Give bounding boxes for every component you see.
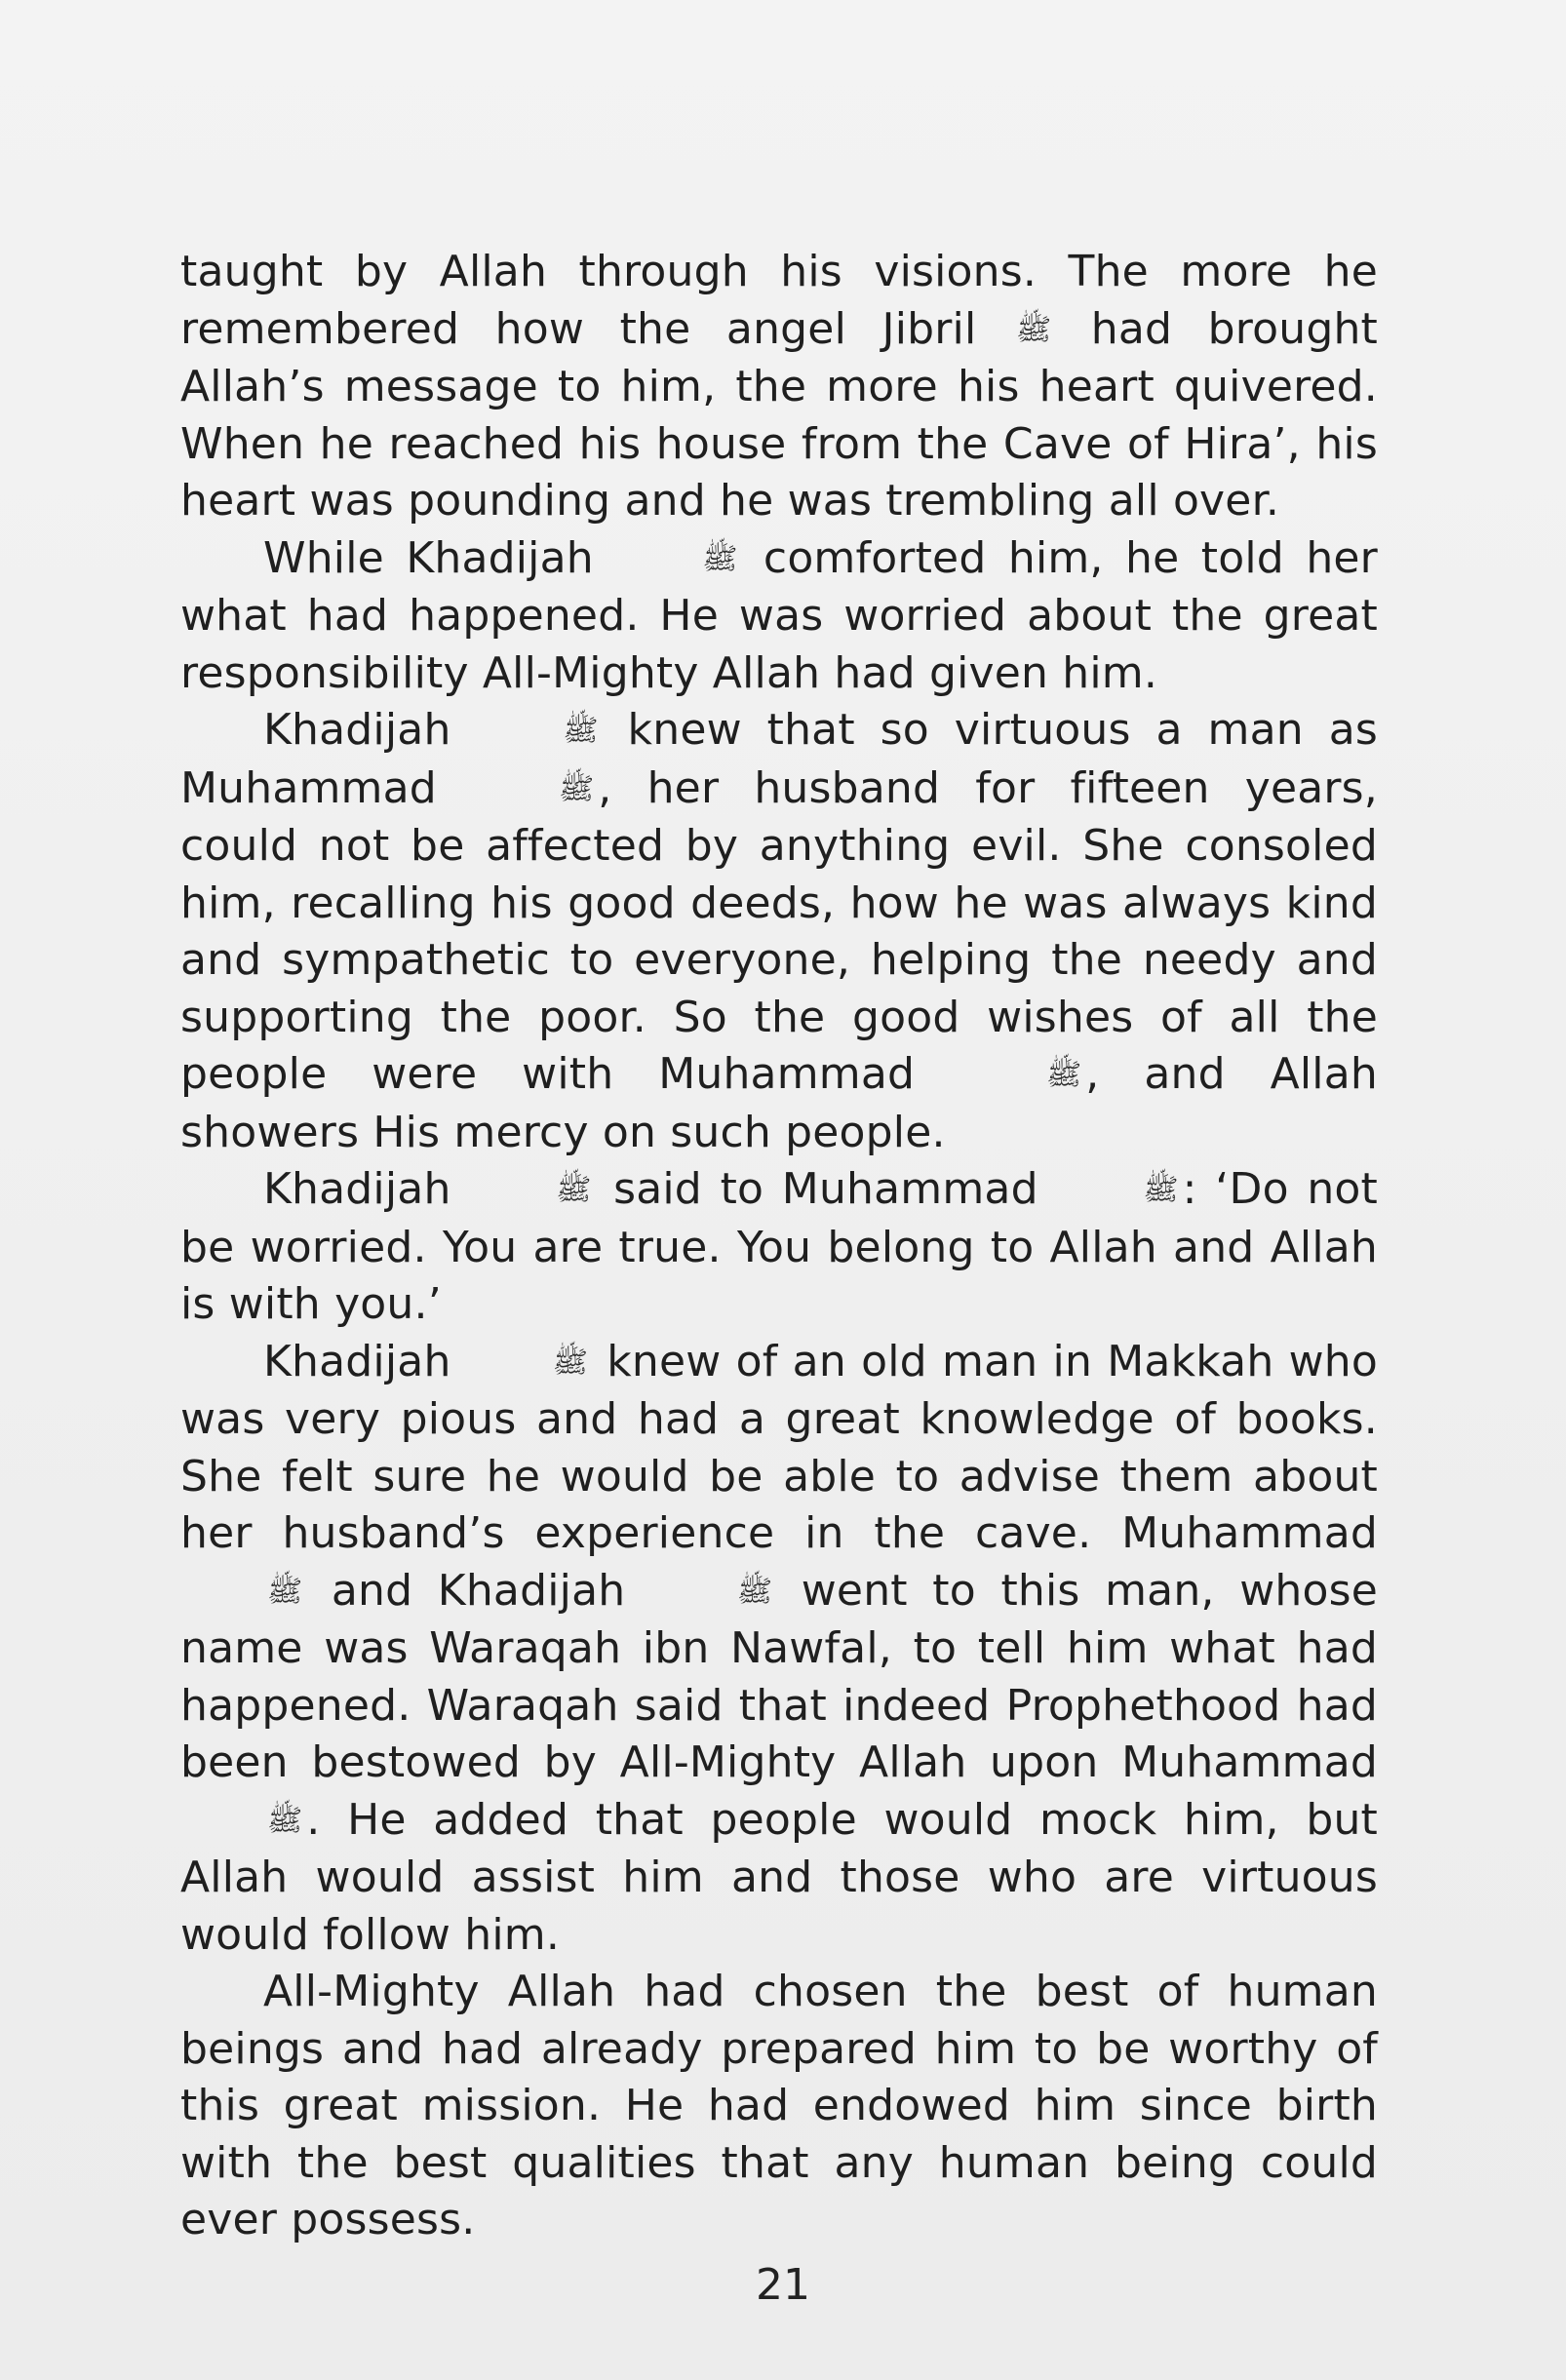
radiya-allahu-anha-icon: ﷺ (563, 714, 599, 748)
paragraph-text: comforted him, he told her what had happened. He was worried about the great responsibility All-Mighty Allah had given him. (180, 532, 1378, 698)
salallahu-alayhi-wasallam-icon: ﷺ (1143, 1173, 1179, 1207)
paragraph-text: had brought Allah’s message to him, the more his heart quivered. When he reached his house from the Cave of Hira’, his heart was pounding and he was trembling all over. (180, 303, 1378, 526)
paragraph (180, 702, 1378, 1161)
paragraph-text: Khadijah (263, 1164, 470, 1214)
paragraph (180, 1161, 1378, 1334)
radiya-allahu-anha-icon: ﷺ (736, 1574, 773, 1609)
salallahu-alayhi-wasallam-icon: ﷺ (559, 771, 595, 806)
paragraph-text: . He added that people would mock him, but Allah would assist him and those who are virtuous would follow him. (180, 1794, 1378, 1960)
paragraph (180, 530, 1378, 703)
paragraph-text: All-Mighty Allah had chosen the best of human beings and had already prepared him to be worthy of this great mission. He had endowed him since birth with the best qualities that any human being could ever possess. (180, 1967, 1378, 2244)
salallahu-alayhi-wasallam-icon: ﷺ (1046, 1058, 1082, 1092)
salallahu-alayhi-wasallam-icon: ﷺ (267, 1803, 303, 1838)
paragraph-text: , her husband for fifteen years, could not be affected by anything evil. She consoled him, recalling his good deeds, how he was always kind and sympathetic to everyone, helping the needy and supporting the poor. So the good wishes of all the people were with Muhammad (180, 762, 1378, 1099)
paragraph-text: , and Allah showers His mercy on such people. (180, 1049, 1378, 1157)
paragraph-text: Khadijah (263, 1336, 466, 1386)
paragraph-text: Khadijah (263, 705, 477, 755)
paragraph-text: : ‘Do not be worried. You are true. You belong to Allah and Allah is with you.’ (180, 1164, 1378, 1329)
page-number: 21 (756, 2260, 810, 2310)
paragraph-text: While Khadijah (263, 532, 616, 583)
alayhi-salam-icon: ﷺ (1015, 312, 1052, 347)
paragraph-text: knew that so virtuous a man as Muhammad (180, 705, 1379, 813)
paragraph-text: knew of an old man in Makkah who was very pious and had a great knowledge of books. She felt sure he would be able to advise them about her husband’s experience in the cave. Muhammad (180, 1336, 1379, 1558)
salallahu-alayhi-wasallam-icon: ﷺ (267, 1574, 303, 1609)
radiya-allahu-anha-icon: ﷺ (556, 1173, 592, 1207)
radiya-allahu-anha-icon: ﷺ (702, 541, 738, 576)
paragraph-text: and Khadijah (306, 1565, 650, 1616)
body-text (180, 244, 1378, 2249)
paragraph (180, 1334, 1378, 1965)
paragraph (180, 244, 1378, 530)
paragraph (180, 1964, 1378, 2249)
paragraph-text: said to Muhammad (595, 1164, 1057, 1214)
radiya-allahu-anha-icon: ﷺ (552, 1345, 588, 1380)
paragraph-text: went to this man, whose name was Waraqah ibn Nawfal, to tell him what had happened. Waraqah said that indeed Prophethood had been bestowed by All-Mighty Allah upon Muhammad (180, 1565, 1378, 1787)
paragraph-text: taught by Allah through his visions. The more he remembered how the angel Jibril (180, 247, 1378, 354)
